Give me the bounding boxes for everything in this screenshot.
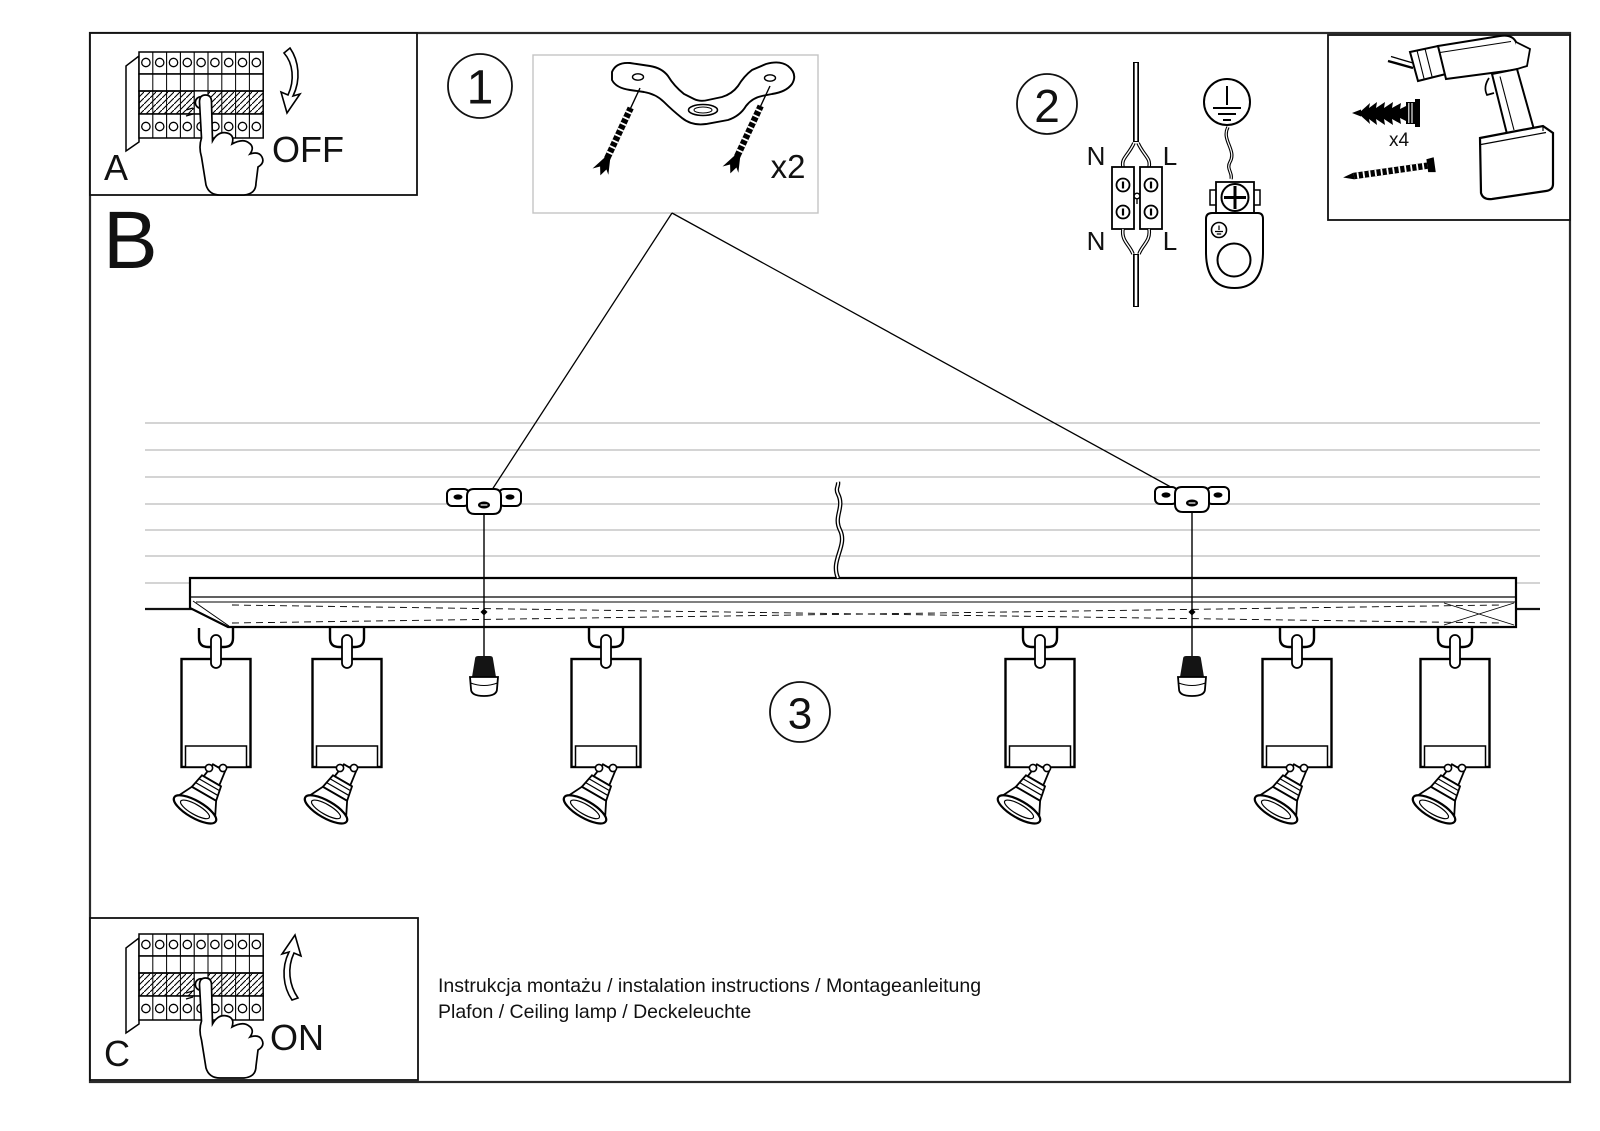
off-label: OFF xyxy=(272,129,344,170)
live-top-label: L xyxy=(1162,141,1178,171)
step-c-power-on-box xyxy=(90,918,418,1080)
section-b-label: B xyxy=(103,195,158,286)
footer-instructions-line: Instrukcja montażu / instalation instructions / Montageanleitung xyxy=(438,975,982,997)
breaker-panel-icon xyxy=(126,934,263,1033)
tools-box xyxy=(1328,35,1570,220)
neutral-top-label: N xyxy=(1086,141,1106,171)
ground-clamp-icon xyxy=(1206,182,1263,288)
bracket-quantity-label: x2 xyxy=(770,148,806,185)
live-bottom-label: L xyxy=(1162,226,1178,256)
neutral-bottom-label: N xyxy=(1086,226,1106,256)
box-c-label: C xyxy=(104,1033,130,1074)
plug-quantity-label: x4 xyxy=(1388,130,1410,151)
step-3-group xyxy=(770,682,830,742)
lamp-rail xyxy=(190,578,1516,627)
step-2-number: 2 xyxy=(1034,80,1060,132)
step-a-power-off-box xyxy=(90,33,417,195)
breaker-panel-icon xyxy=(126,52,263,151)
box-a-label: A xyxy=(104,147,129,188)
step-1-number: 1 xyxy=(466,61,494,115)
earth-symbol-icon xyxy=(1204,79,1250,125)
step-3-number: 3 xyxy=(787,689,813,739)
footer-product-line: Plafon / Ceiling lamp / Deckeleuchte xyxy=(438,1001,752,1023)
on-label: ON xyxy=(270,1017,324,1058)
